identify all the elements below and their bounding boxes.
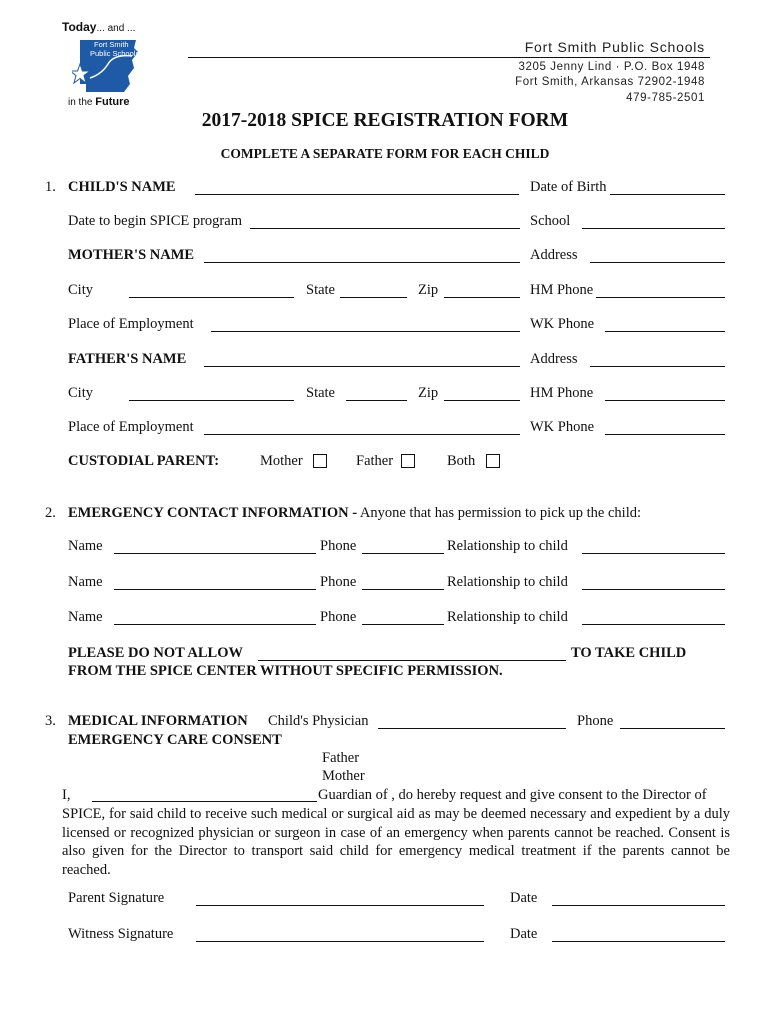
fathers-name-label: FATHER'S NAME bbox=[68, 351, 187, 367]
father-employment-label: Place of Employment bbox=[68, 419, 194, 435]
father-zip-field[interactable] bbox=[444, 400, 520, 401]
do-not-allow-field[interactable] bbox=[258, 660, 566, 661]
section-1-number: 1. bbox=[45, 179, 56, 195]
consent-mother-label: Mother bbox=[322, 768, 365, 784]
contact-3-relationship-label: Relationship to child bbox=[447, 609, 568, 625]
org-phone: 479-785-2501 bbox=[626, 92, 705, 104]
custodial-mother-checkbox[interactable] bbox=[313, 454, 327, 468]
consent-father-label: Father bbox=[322, 750, 360, 766]
dob-label: Date of Birth bbox=[530, 179, 607, 195]
custodial-mother-label: Mother bbox=[260, 453, 303, 469]
do-not-allow-label-3: FROM THE SPICE CENTER WITHOUT SPECIFIC PERMISSION. bbox=[68, 663, 503, 679]
contact-1-relationship-field[interactable] bbox=[582, 553, 725, 554]
contact-3-relationship-field[interactable] bbox=[582, 624, 725, 625]
physician-label: Child's Physician bbox=[268, 713, 369, 729]
contact-3-name-label: Name bbox=[68, 609, 103, 625]
contact-1-phone-label: Phone bbox=[320, 538, 357, 554]
mother-state-field[interactable] bbox=[340, 297, 407, 298]
witness-signature-date-label: Date bbox=[510, 926, 538, 942]
mother-zip-field[interactable] bbox=[444, 297, 520, 298]
section-2-number: 2. bbox=[45, 505, 56, 521]
contact-1-name-label: Name bbox=[68, 538, 103, 554]
date-begin-label: Date to begin SPICE program bbox=[68, 213, 242, 229]
do-not-allow-label-2: TO TAKE CHILD bbox=[571, 645, 687, 661]
consent-guardian-text: Guardian of , do hereby request and give consent to the Director of bbox=[318, 787, 707, 803]
contact-1-relationship-label: Relationship to child bbox=[447, 538, 568, 554]
father-state-label: State bbox=[306, 385, 335, 401]
father-hm-phone-label: HM Phone bbox=[530, 385, 594, 401]
mother-city-field[interactable] bbox=[129, 297, 294, 298]
org-address-2: Fort Smith, Arkansas 72902-1948 bbox=[515, 76, 705, 88]
father-employment-field[interactable] bbox=[204, 434, 520, 435]
childs-name-label: CHILD'S NAME bbox=[68, 179, 176, 195]
mother-zip-label: Zip bbox=[418, 282, 439, 298]
mother-wk-phone-label: WK Phone bbox=[530, 316, 595, 332]
physician-field[interactable] bbox=[378, 728, 566, 729]
mother-wk-phone-field[interactable] bbox=[605, 331, 725, 332]
custodial-father-label: Father bbox=[356, 453, 394, 469]
section-3-number: 3. bbox=[45, 713, 56, 729]
contact-1-phone-field[interactable] bbox=[362, 553, 444, 554]
father-city-field[interactable] bbox=[129, 400, 294, 401]
parent-signature-label: Parent Signature bbox=[68, 890, 165, 906]
mother-hm-phone-label: HM Phone bbox=[530, 282, 594, 298]
contact-2-phone-field[interactable] bbox=[362, 589, 444, 590]
header-rule bbox=[188, 57, 710, 58]
father-address-label: Address bbox=[530, 351, 578, 367]
custodial-father-checkbox[interactable] bbox=[401, 454, 415, 468]
father-address-field[interactable] bbox=[590, 366, 725, 367]
witness-signature-label: Witness Signature bbox=[68, 926, 174, 942]
consent-paragraph: SPICE, for said child to receive such medical or surgical aid as may be deemed necessary and expedient by a duly licensed or recognized physician or surgeon in case of an emergency when parents cannot be reached. Consent is also given for the Director to transport said child for emergency medical treatment if the parents cannot be reached. bbox=[62, 806, 730, 878]
logo-bottom-text: in the Future bbox=[68, 96, 130, 108]
witness-signature-field[interactable] bbox=[196, 941, 484, 942]
mothers-name-field[interactable] bbox=[204, 262, 520, 263]
school-label: School bbox=[530, 213, 571, 229]
do-not-allow-label: PLEASE DO NOT ALLOW bbox=[68, 645, 243, 661]
mother-employment-label: Place of Employment bbox=[68, 316, 194, 332]
contact-2-name-label: Name bbox=[68, 574, 103, 590]
father-zip-label: Zip bbox=[418, 385, 439, 401]
fathers-name-field[interactable] bbox=[204, 366, 520, 367]
contact-3-phone-field[interactable] bbox=[362, 624, 444, 625]
contact-2-name-field[interactable] bbox=[114, 589, 316, 590]
father-hm-phone-field[interactable] bbox=[605, 400, 725, 401]
logo-top-text: Today... and ... bbox=[62, 20, 136, 34]
father-state-field[interactable] bbox=[346, 400, 407, 401]
mother-city-label: City bbox=[68, 282, 93, 298]
father-wk-phone-label: WK Phone bbox=[530, 419, 595, 435]
date-begin-field[interactable] bbox=[250, 228, 520, 229]
parent-signature-field[interactable] bbox=[196, 905, 484, 906]
custodial-parent-label: CUSTODIAL PARENT: bbox=[68, 453, 220, 469]
custodial-both-label: Both bbox=[447, 453, 476, 469]
school-logo bbox=[58, 20, 154, 110]
contact-2-relationship-label: Relationship to child bbox=[447, 574, 568, 590]
medical-info-heading: MEDICAL INFORMATION bbox=[68, 713, 248, 729]
father-wk-phone-field[interactable] bbox=[605, 434, 725, 435]
parent-signature-date-label: Date bbox=[510, 890, 538, 906]
physician-phone-label: Phone bbox=[577, 713, 614, 729]
contact-1-name-field[interactable] bbox=[114, 553, 316, 554]
physician-phone-field[interactable] bbox=[620, 728, 725, 729]
contact-2-relationship-field[interactable] bbox=[582, 589, 725, 590]
mother-state-label: State bbox=[306, 282, 335, 298]
childs-name-field[interactable] bbox=[195, 194, 519, 195]
contact-3-name-field[interactable] bbox=[114, 624, 316, 625]
org-name: Fort Smith Public Schools bbox=[524, 39, 705, 55]
org-address-1: 3205 Jenny Lind · P.O. Box 1948 bbox=[518, 61, 705, 73]
parent-signature-date-field[interactable] bbox=[552, 905, 725, 906]
consent-parent-name-field[interactable] bbox=[92, 801, 317, 802]
contact-3-phone-label: Phone bbox=[320, 609, 357, 625]
father-city-label: City bbox=[68, 385, 93, 401]
mother-employment-field[interactable] bbox=[211, 331, 520, 332]
mother-hm-phone-field[interactable] bbox=[596, 297, 725, 298]
emergency-care-consent-heading: EMERGENCY CARE CONSENT bbox=[68, 732, 282, 748]
form-title: 2017-2018 SPICE REGISTRATION FORM bbox=[201, 110, 569, 131]
school-field[interactable] bbox=[582, 228, 725, 229]
emergency-contact-heading: EMERGENCY CONTACT INFORMATION - Anyone that has permission to pick up the child: bbox=[68, 505, 641, 521]
logo-state-text-2: Public Schools bbox=[90, 49, 140, 58]
mother-address-label: Address bbox=[530, 247, 578, 263]
dob-field[interactable] bbox=[610, 194, 725, 195]
form-subtitle: COMPLETE A SEPARATE FORM FOR EACH CHILD bbox=[220, 146, 550, 161]
mother-address-field[interactable] bbox=[590, 262, 725, 263]
mothers-name-label: MOTHER'S NAME bbox=[68, 247, 195, 263]
contact-2-phone-label: Phone bbox=[320, 574, 357, 590]
logo-state-text-1: Fort Smith bbox=[94, 40, 129, 49]
witness-signature-date-field[interactable] bbox=[552, 941, 725, 942]
consent-i-label: I, bbox=[62, 787, 71, 803]
custodial-both-checkbox[interactable] bbox=[486, 454, 500, 468]
